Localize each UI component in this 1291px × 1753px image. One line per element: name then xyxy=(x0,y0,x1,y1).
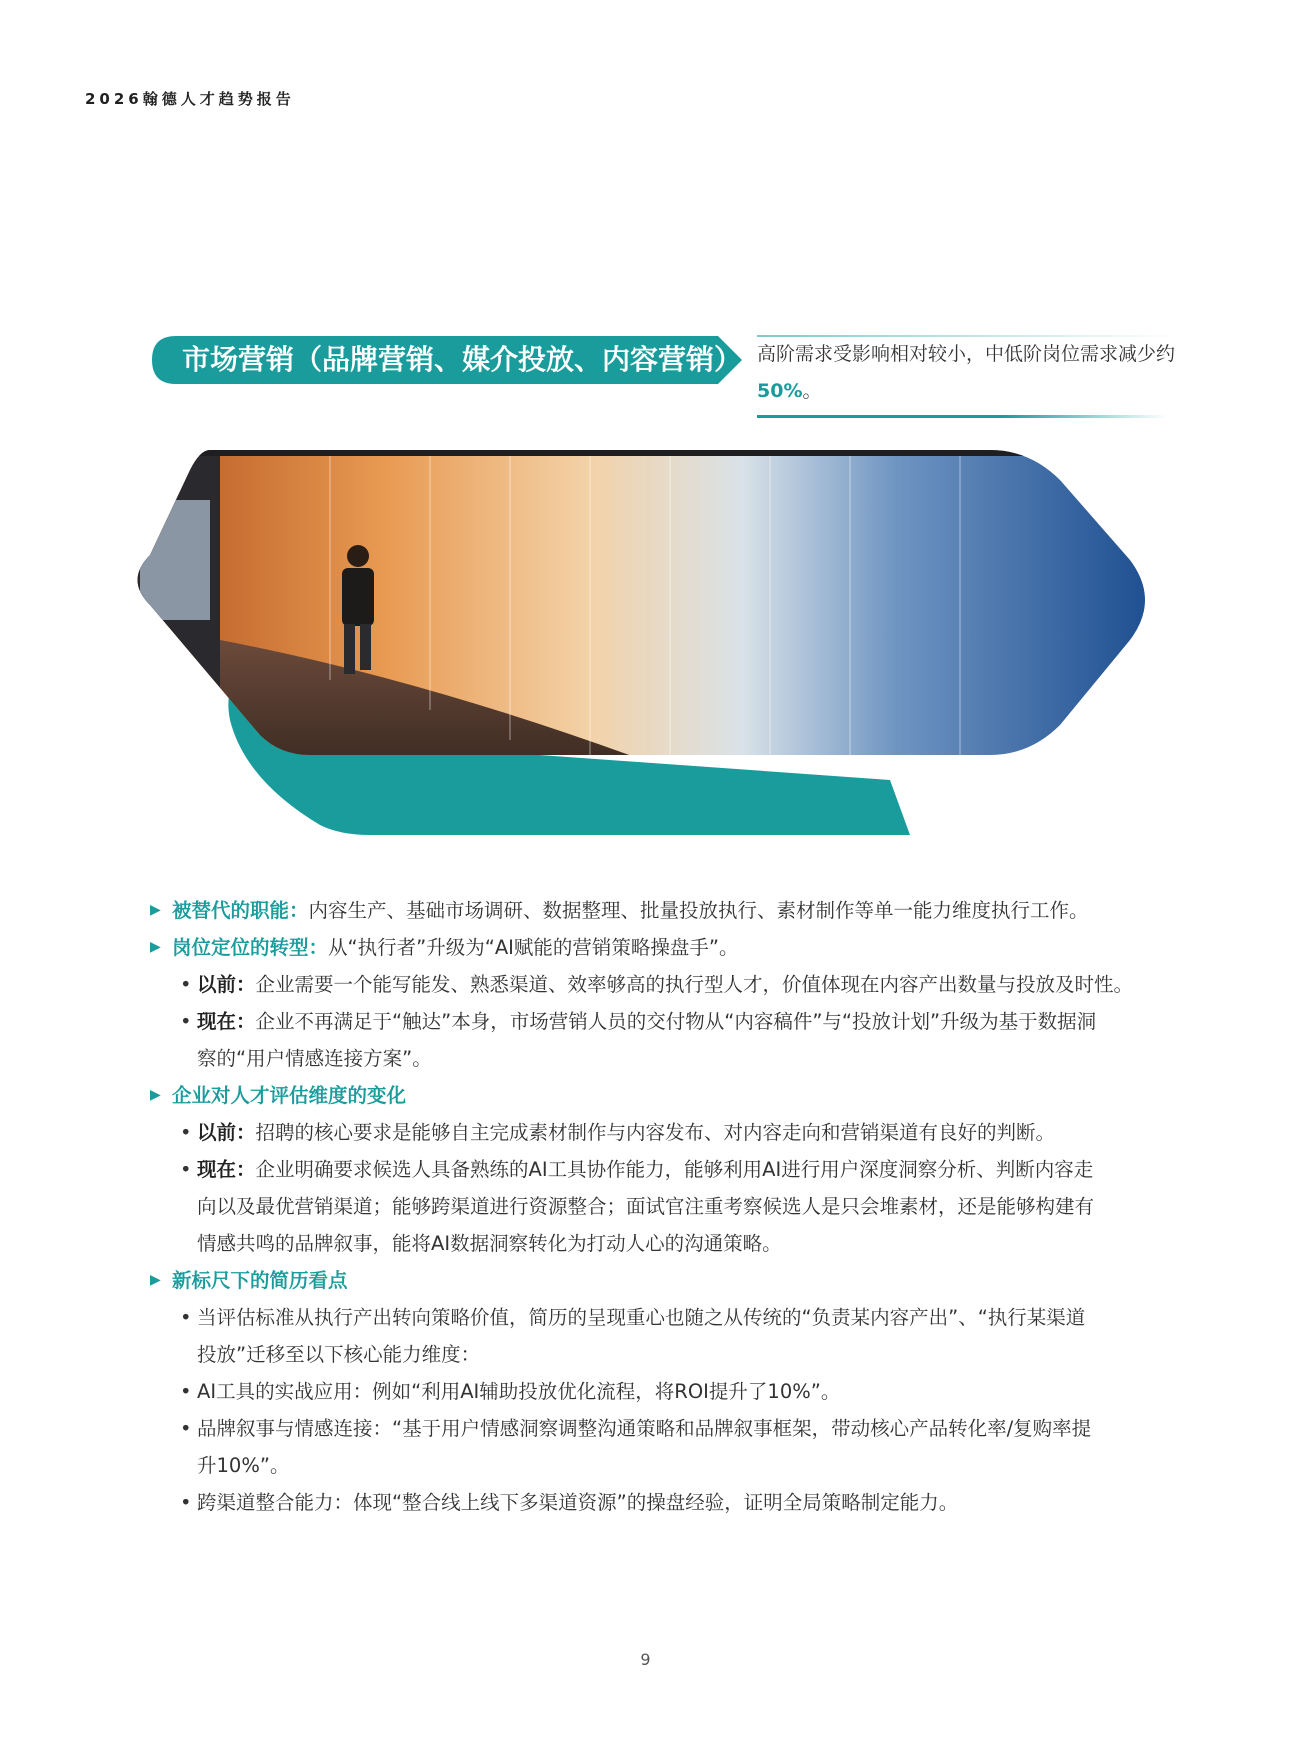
list-item-continuation: 投放”迁移至以下核心能力维度： xyxy=(197,1343,481,1366)
list-item: • AI工具的实战应用：例如“利用AI辅助投放优化流程，将ROI提升了10%”。 xyxy=(150,1373,1170,1410)
list-item: • 品牌叙事与情感连接：“基于用户情感洞察调整沟通策略和品牌叙事框架，带动核心产品转化率/复购率提 xyxy=(150,1410,1170,1447)
list-item: • 现在：企业明确要求候选人具备熟练的AI工具协作能力，能够利用AI进行用户深度洞察分析、判断内容走 xyxy=(150,1151,1170,1188)
list-item-continuation: 升10%”。 xyxy=(197,1454,290,1477)
dot-bullet-icon: • xyxy=(180,1010,192,1033)
dot-bullet-icon: • xyxy=(180,1380,192,1403)
body-content xyxy=(150,892,1170,1521)
dot-bullet-icon: • xyxy=(180,973,192,996)
marketing-hero-image xyxy=(130,440,1150,850)
summary-bottom-rule xyxy=(757,415,1167,418)
list-item: • 以前：企业需要一个能写能发、熟悉渠道、效率够高的执行型人才，价值体现在内容产出数量与投放及时性。 xyxy=(150,966,1170,1003)
list-item: ▶ 新标尺下的简历看点 xyxy=(150,1262,1170,1299)
list-item: • 现在：企业不再满足于“触达”本身，市场营销人员的交付物从“内容稿件”与“投放计划”升级为基于数据洞 xyxy=(150,1003,1170,1040)
page-number: 9 xyxy=(640,1650,651,1669)
dot-bullet-icon: • xyxy=(180,1491,192,1514)
section-summary xyxy=(757,336,1177,410)
list-item: ▶ 被替代的职能：内容生产、基础市场调研、数据整理、批量投放执行、素材制作等单一能力维度执行工作。 xyxy=(150,892,1170,929)
section-title: 市场营销（品牌营销、媒介投放、内容营销） xyxy=(182,343,743,376)
report-header-title: 2026翰德人才趋势报告 xyxy=(85,90,295,108)
triangle-bullet-icon: ▶ xyxy=(150,1087,161,1103)
list-item: ▶ 企业对人才评估维度的变化 xyxy=(150,1077,1170,1114)
summary-end: 。 xyxy=(802,380,822,402)
triangle-bullet-icon: ▶ xyxy=(150,939,161,955)
list-item: • 当评估标准从执行产出转向策略价值，简历的呈现重心也随之从传统的“负责某内容产出”、“执行某渠道 xyxy=(150,1299,1170,1336)
list-item-continuation: 情感共鸣的品牌叙事，能将AI数据洞察转化为打动人心的沟通策略。 xyxy=(197,1232,782,1255)
list-item: • 以前：招聘的核心要求是能够自主完成素材制作与内容发布、对内容走向和营销渠道有良好的判断。 xyxy=(150,1114,1170,1151)
summary-highlight: 50% xyxy=(757,380,803,402)
section-title-banner xyxy=(152,336,742,384)
dot-bullet-icon: • xyxy=(180,1417,192,1440)
list-item: • 跨渠道整合能力：体现“整合线上线下多渠道资源”的操盘经验，证明全局策略制定能力。 xyxy=(150,1484,1170,1521)
triangle-bullet-icon: ▶ xyxy=(150,902,161,918)
list-item-continuation: 察的“用户情感连接方案”。 xyxy=(197,1047,432,1070)
dot-bullet-icon: • xyxy=(180,1121,192,1144)
list-item: ▶ 岗位定位的转型：从“执行者”升级为“AI赋能的营销策略操盘手”。 xyxy=(150,929,1170,966)
dot-bullet-icon: • xyxy=(180,1158,192,1181)
summary-text: 高阶需求受影响相对较小，中低阶岗位需求减少约 xyxy=(757,343,1176,365)
list-item-continuation: 向以及最优营销渠道；能够跨渠道进行资源整合；面试官注重考察候选人是只会堆素材，还是能够构建有 xyxy=(197,1195,1095,1218)
dot-bullet-icon: • xyxy=(180,1306,192,1329)
triangle-bullet-icon: ▶ xyxy=(150,1272,161,1288)
